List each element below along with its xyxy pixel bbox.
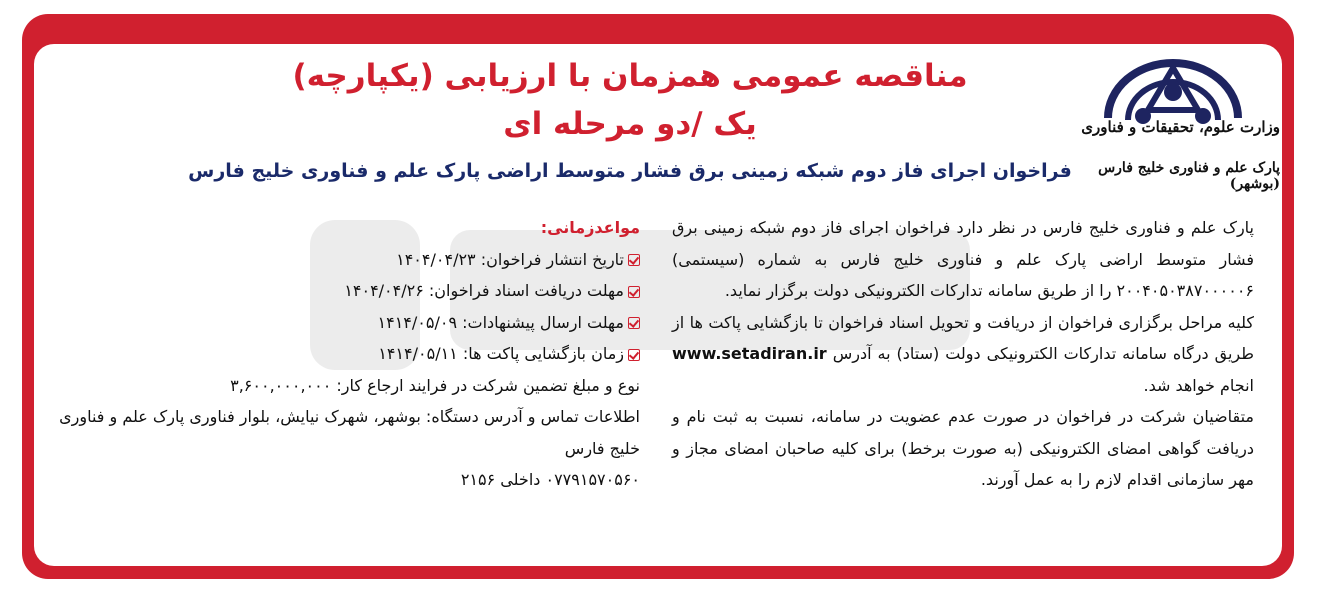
check-icon [628,349,640,361]
body-paragraph-3: متقاضیان شرکت در فراخوان در صورت عدم عضویت در سامانه، نسبت به ثبت نام و دریافت گواهی امضای الکترونیکی (به صورت برخط) برای کلیه صاحبان امضای مجاز و مهر سازمانی اقدام لازم را به عمل آورند. [672,407,1254,489]
park-name: پارک علم و فناوری خلیج فارس (بوشهر) [1098,160,1280,192]
body-paragraph-2-end: انجام خواهد شد. [1143,375,1254,395]
schedule-section [50,212,640,496]
body-paragraph-2-text: کلیه مراحل برگزاری فراخوان از دریافت و تحویل اسناد فراخوان تا بازگشایی پاکت ها از طریق درگاه سامانه تدارکات الکترونیکی دولت (ستاد) به آدرس [672,312,1254,363]
body-paragraph-1: پارک علم و فناوری خلیج فارس در نظر دارد فراخوان اجرای فاز دوم شبکه زمینی برق فشار متوسط اراضی پارک علم و فناوری خلیج فارس به شماره (سیستمی) ۲۰۰۴۰۵۰۳۸۷۰۰۰۰۰۶ را از طریق سامانه تدارکات الکترونیکی دولت برگزار نماید. [672,218,1254,300]
body-paragraph-2 [672,307,1254,402]
check-icon [628,317,640,329]
schedule-item: مهلت دریافت اسناد فراخوان: ۱۴۰۴/۰۴/۲۶ [50,275,640,307]
tender-title: مناقصه عمومی همزمان با ارزیابی (یکپارچه) [292,58,968,94]
notice-body [672,212,1254,496]
check-icon [628,254,640,266]
ministry-name: وزارت علوم، تحقیقات و فناوری [1081,118,1280,136]
tender-stage: یک /دو مرحله ای [503,106,757,142]
contact-address: اطلاعات تماس و آدرس دستگاه: بوشهر، شهرک نیایش، بلوار فناوری پارک علم و فناوری خلیج فارس [59,407,640,458]
guarantee-amount: نوع و مبلغ تضمین شرکت در فرایند ارجاع کار: ۳,۶۰۰,۰۰۰,۰۰۰ [230,375,640,395]
website-link[interactable]: www.setadiran.ir [672,344,827,363]
schedule-heading: مواعدزمانی: [540,218,640,237]
tender-subject: فراخوان اجرای فاز دوم شبکه زمینی برق فشار متوسط اراضی پارک علم و فناوری خلیج فارس [188,160,1072,182]
schedule-item: زمان بازگشایی پاکت ها: ۱۴۱۴/۰۵/۱۱ [50,338,640,370]
check-icon [628,286,640,298]
contact-phone: ۰۷۷۹۱۵۷۰۵۶۰ داخلی ۲۱۵۶ [460,470,640,489]
schedule-item: مهلت ارسال پیشنهادات: ۱۴۱۴/۰۵/۰۹ [50,307,640,339]
schedule-item: تاریخ انتشار فراخوان: ۱۴۰۴/۰۴/۲۳ [50,244,640,276]
